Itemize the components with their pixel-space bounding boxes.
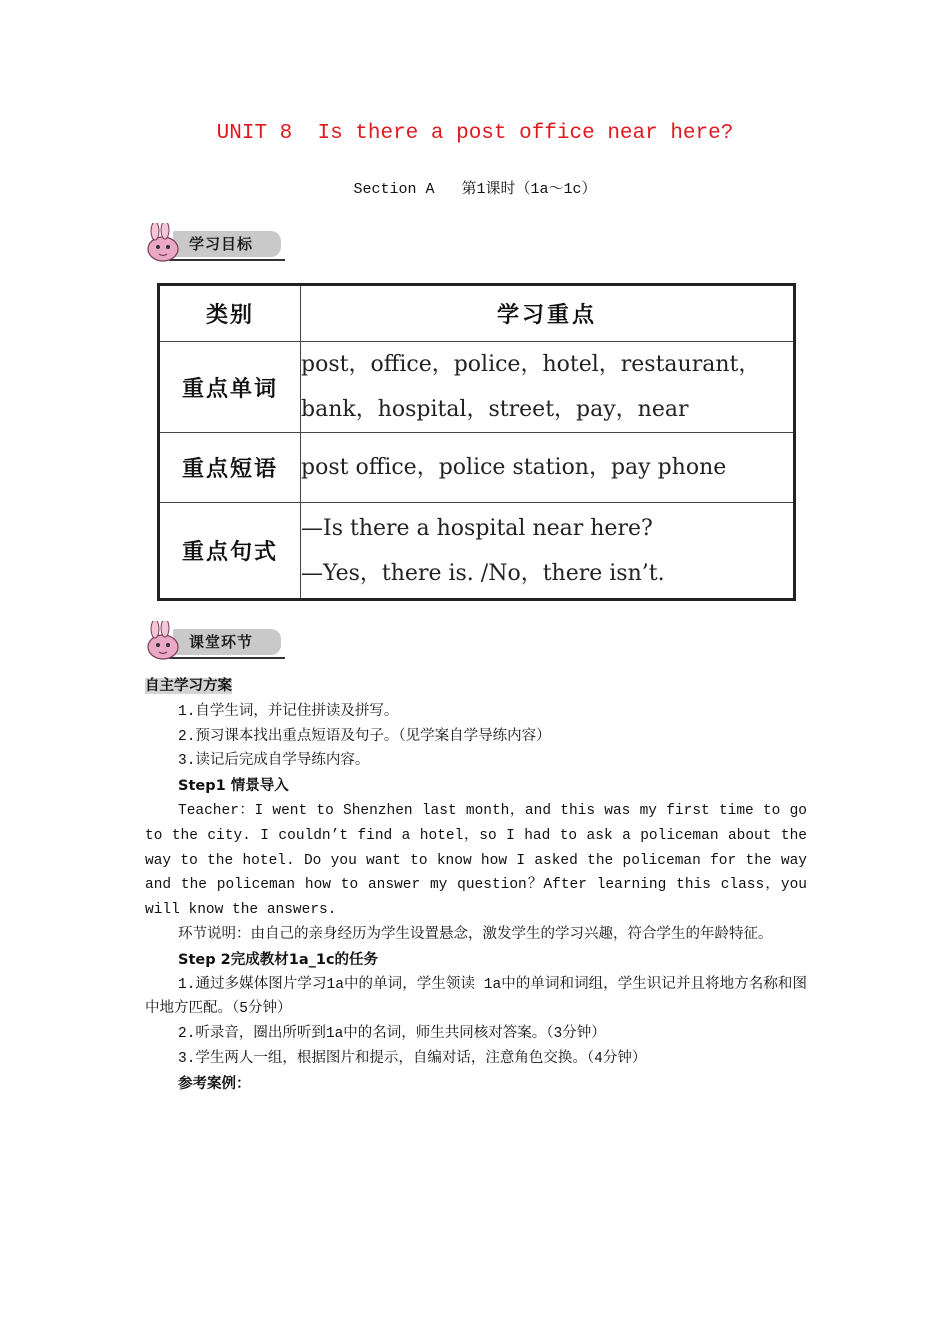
goals-badge — [143, 223, 285, 263]
class-badge-label: 课堂环节 — [189, 633, 254, 651]
row-category: 重点短语 — [159, 433, 301, 503]
step2-heading: Step 2完成教材1a_1c的任务 — [178, 951, 379, 968]
row-content — [301, 342, 795, 433]
plan-heading: 自主学习方案 — [145, 678, 232, 694]
row-category: 重点句式 — [159, 503, 301, 600]
content-line: post office，police station，pay phone — [301, 455, 727, 480]
row-content — [301, 503, 795, 600]
row-content — [301, 433, 795, 503]
step2-item: 1.通过多媒体图片学习1a中的单词，学生领读 1a中的单词和词组，学生识记并且将地方名称和图中地方匹配。（5分钟） — [145, 976, 807, 1018]
goals-badge-label: 学习目标 — [189, 235, 254, 253]
teacher-text: Teacher：I went to Shenzhen last month，and this was my first time to go to the city. I couldn’t find a hotel，so I had to ask a policeman about the way to the hotel. Do you want to know how I asked the policeman for the way and the policeman how to answer my question？After learning this class，you will know the answers. — [145, 802, 807, 919]
rabbit-mascot-icon — [143, 223, 191, 265]
table-row — [159, 342, 795, 433]
lesson-body — [145, 674, 807, 1097]
plan-item: 3.读记后完成自学导练内容。 — [178, 753, 370, 770]
section-subtitle: Section A 第1课时（1a～1c） — [353, 181, 597, 198]
table-row — [159, 433, 795, 503]
rabbit-mascot-icon — [143, 621, 191, 663]
learning-goals-table — [157, 283, 796, 601]
step2-item: 2.听录音，圈出所听到1a中的名词，师生共同核对答案。（3分钟） — [178, 1026, 606, 1043]
step2-item: 3.学生两人一组，根据图片和提示，自编对话，注意角色交换。（4分钟） — [178, 1050, 647, 1067]
table-row — [159, 503, 795, 600]
plan-item: 2.预习课本找出重点短语及句子。（见学案自学导练内容） — [178, 728, 551, 745]
step1-note: 环节说明：由自己的亲身经历为学生设置悬念，激发学生的学习兴趣，符合学生的年龄特征。 — [178, 926, 773, 943]
reference-heading: 参考案例： — [178, 1075, 251, 1092]
header-category: 类别 — [159, 285, 301, 342]
class-badge — [143, 621, 285, 661]
table-header-row — [159, 285, 795, 342]
content-line: —Is there a hospital near here? — [301, 515, 653, 541]
step1-heading: Step1 情景导入 — [178, 778, 289, 795]
header-key-points: 学习重点 — [301, 285, 795, 342]
row-category: 重点单词 — [159, 342, 301, 433]
plan-item: 1.自学生词，并记住拼读及拼写。 — [178, 703, 399, 720]
unit-title: UNIT 8 Is there a post office near here? — [216, 122, 734, 145]
content-line: post，office，police，hotel，restaurant， — [301, 352, 761, 377]
content-line: —Yes，there is. /No，there isn’t. — [301, 560, 665, 586]
content-line: bank，hospital，street，pay，near — [301, 397, 689, 422]
